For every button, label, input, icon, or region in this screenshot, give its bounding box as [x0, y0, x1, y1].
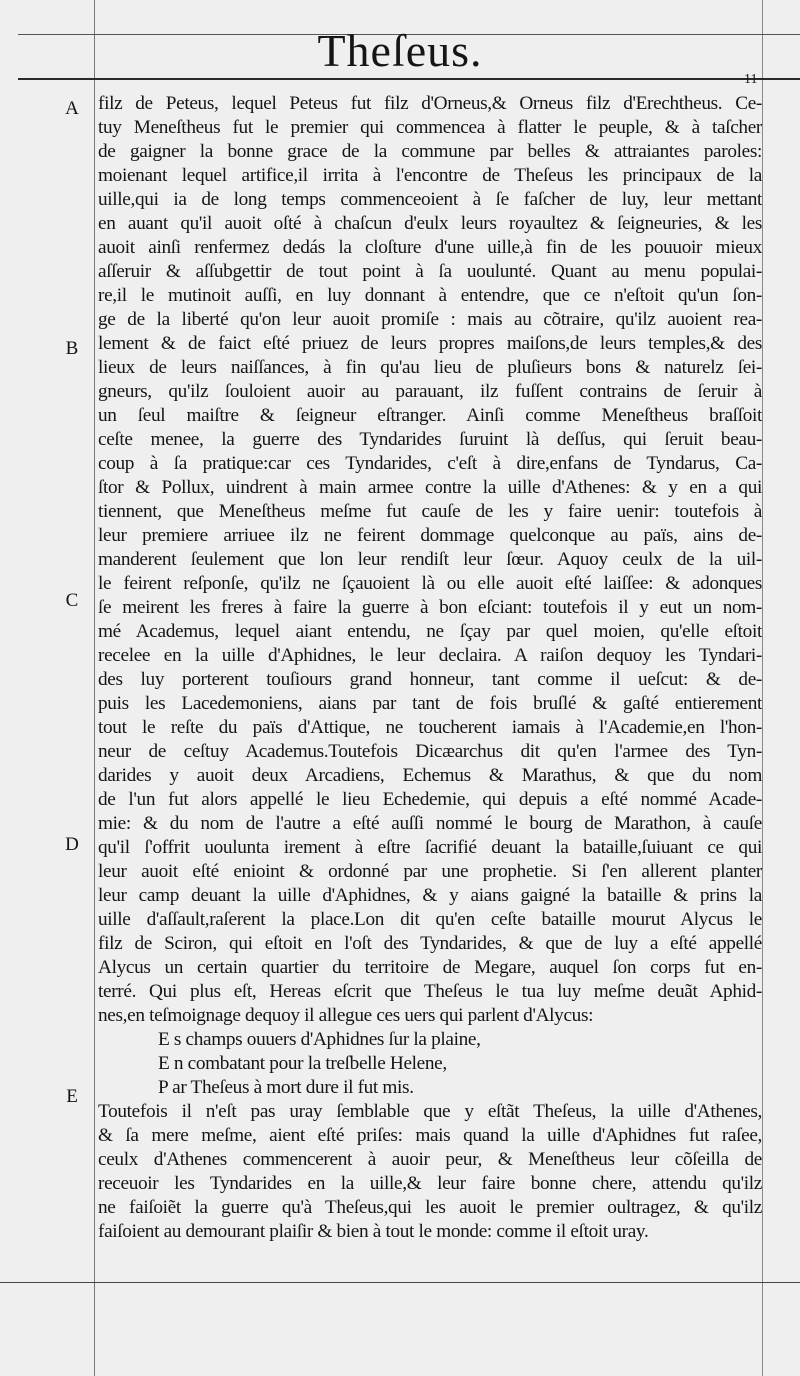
text-line: ſtor & Pollux, uindrent à main armee contre la uille d'Athenes: & y en a qui	[98, 477, 762, 498]
text-line: recelee en la uille d'Aphidnes, le leur declaira. A raiſon dequoy les Tyndari-	[98, 645, 762, 666]
text-line: tout le reſte du païs d'Attique, ne toucherent iamais à l'Academie,en l'hon-	[98, 717, 762, 738]
text-line: Alycus un certain quartier du territoire de Megare, auquel ſon corps fut en-	[98, 957, 762, 978]
text-line: ceulx d'Athenes commencerent à auoir peur, & Meneſtheus leur cõſeilla de	[98, 1149, 762, 1170]
text-line: mie: & du nom de l'autre a eſté auſſi nommé le bourg de Marathon, à cauſe	[98, 813, 762, 834]
verse-line: E s champs ouuers d'Aphidnes ſur la plaine,	[158, 1029, 481, 1050]
margin-letter-b: B	[65, 338, 79, 359]
text-line: tuy Meneſtheus fut le premier qui commencea à flatter le peuple, & à taſcher	[98, 117, 762, 138]
margin-letter-e: E	[66, 1086, 78, 1107]
text-line: & ſa mere meſme, aient eſté priſes: mais quand la uille d'Aphidnes fut raſee,	[98, 1125, 762, 1146]
text-line: lement & de faict eſté priuez de leurs propres maiſons,de leurs temples,& des	[98, 333, 762, 354]
text-line: aſſeruir & aſſubgettir de tout point à ſa uoulunté. Quant au menu populai-	[98, 261, 762, 282]
header-bottom-rule	[18, 78, 800, 80]
text-line: Toutefois il n'eſt pas uray ſemblable que y eſtãt Theſeus, la uille d'Athenes,	[98, 1101, 762, 1122]
text-line: terré. Qui plus eſt, Hereas eſcrit que Theſeus le tua luy meſme deuãt Aphid-	[98, 981, 762, 1002]
left-margin-rule	[94, 0, 95, 1376]
text-line: nes,en teſmoignage dequoy il allegue ces uers qui parlent d'Alycus:	[98, 1005, 594, 1026]
margin-letter-d: D	[65, 834, 79, 855]
verse-line: E n combatant pour la treſbelle Helene,	[158, 1053, 447, 1074]
text-line: moienant lequel artifice,il irrita à l'encontre de Theſeus les principaux de la	[98, 165, 762, 186]
text-line: gneurs, qu'ilz ſouloient auoir au parauant, ilz fuſſent contrains de ſeruir à	[98, 381, 762, 402]
text-line: leur auoit eſté enioint & ordonné par une prophetie. Si ſ'en allerent planter	[98, 861, 762, 882]
text-line: leur camp deuant la uille d'Aphidnes, & y aians gaigné la bataille & prins la	[98, 885, 762, 906]
text-line: filz de Peteus, lequel Peteus fut filz d'Orneus,& Orneus filz d'Erechtheus. Ce-	[98, 93, 762, 114]
margin-letter-a: A	[65, 98, 79, 119]
text-line: puis les Lacedemoniens, aians par tant de fois bruſlé & gaſté entierement	[98, 693, 762, 714]
footer-rule	[0, 1282, 800, 1283]
text-line: lieux de leurs naiſſances, à fin qu'au lieu de pluſieurs bons & naturelz ſei-	[98, 357, 762, 378]
text-line: leur premiere arriuee ilz ne feirent dommage quelconque au païs, ains de-	[98, 525, 762, 546]
text-line: le feirent reſponſe, qu'ilz ne ſçauoient là ou elle auoit eſté laiſſee: & adonques	[98, 573, 762, 594]
text-line: de gaigner la bonne grace de la commune par belles & attraiantes paroles:	[98, 141, 762, 162]
text-line: coup à ſa pratique:car ces Tyndarides, c'eſt à dire,enfans de Tyndarus, Ca-	[98, 453, 762, 474]
text-line: mé Academus, lequel aiant entendu, ne ſçay par quel moien, qu'elle eſtoit	[98, 621, 762, 642]
text-line: uille,qui ia de long temps commenceoient à ſe faſcher de luy, leur mettant	[98, 189, 762, 210]
right-margin-rule	[762, 0, 763, 1376]
margin-letter-c: C	[65, 590, 79, 611]
text-line: des luy porterent touſiours grand honneur, tant comme il ueſcut: & de-	[98, 669, 762, 690]
text-line: filz de Sciron, qui eſtoit en l'oſt des Tyndarides, & que de luy a eſté appellé	[98, 933, 762, 954]
text-line: receuoir les Tyndarides en la uille,& leur faire bonne chere, attendu qu'ilz	[98, 1173, 762, 1194]
text-line: tiennent, que Meneſtheus meſme fut cauſe de les y faire uenir: toutefois à	[98, 501, 762, 522]
text-line: darides y auoit deux Arcadiens, Echemus & Marathus, & que du nom	[98, 765, 762, 786]
text-line: ſe meirent les freres à faire la guerre à bon eſciant: toutefois il y eut un nom-	[98, 597, 762, 618]
text-line: qu'il ſ'offrit uoulunta irement à eſtre ſacrifié deuant la bataille,ſuiuant ce qui	[98, 837, 762, 858]
text-line: en auant qu'il auoit oſté à chaſcun d'eulx leurs royaultez & ſeigneuries, & les	[98, 213, 762, 234]
body-text	[98, 92, 762, 1244]
text-line: neur de ceſtuy Academus.Toutefois Dicæarchus dit qu'en l'armee des Tyn-	[98, 741, 762, 762]
text-line: ge de la liberté qu'on leur auoit promiſe : mais au cõtraire, qu'ilz auoient rea-	[98, 309, 762, 330]
text-line: uille d'aſſault,raſerent la place.Lon dit qu'en ceſte bataille mourut Alycus le	[98, 909, 762, 930]
verse-line: P ar Theſeus à mort dure il fut mis.	[158, 1077, 414, 1098]
folio-number: 11	[744, 72, 758, 87]
text-line: faiſoient au demourant plaiſir & bien à tout le monde: comme il eſtoit uray.	[98, 1221, 649, 1242]
text-line: auoit ainſi renfermez dedás la cloſture d'une uille,à fin de les pouuoir mieux	[98, 237, 762, 258]
running-title: Theſeus.	[317, 25, 483, 76]
text-line: un ſeul maiſtre & ſeigneur eſtranger. Ainſi comme Meneſtheus braſſoit	[98, 405, 762, 426]
text-line: de l'un fut alors appellé le lieu Echedemie, qui depuis a eſté nommé Acade-	[98, 789, 762, 810]
text-line: re,il le mutinoit auſſi, en luy donnant à entendre, que ce n'eſtoit qu'un ſon-	[98, 285, 762, 306]
text-line: ne faiſoiẽt la guerre qu'à Theſeus,qui les auoit le premier oultragez, & qu'ilz	[98, 1197, 762, 1218]
text-line: manderent ſeulement que lon leur rendiſt leur ſœur. Aquoy ceulx de la uil-	[98, 549, 762, 570]
text-line: ceſte menee, la guerre des Tyndarides ſuruint là deſſus, qui ſeruit beau-	[98, 429, 762, 450]
